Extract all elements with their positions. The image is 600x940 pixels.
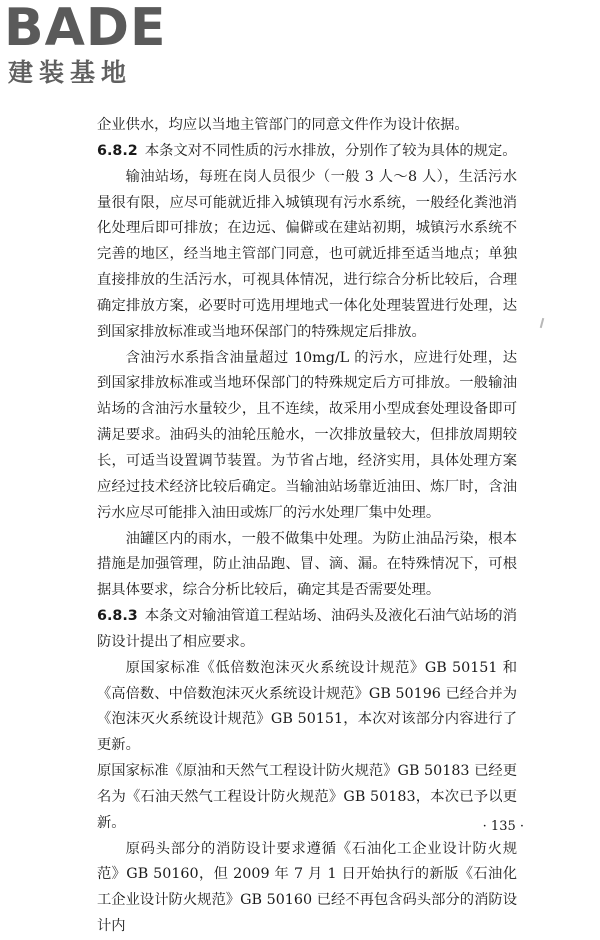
paragraph-text: 企业供水，均应以当地主管部门的同意文件作为设计依据。 <box>97 117 469 133</box>
paragraph-text: 原国家标准《原油和天然气工程设计防火规范》GB 50183 已经更名为《石油天然气工程设计防火规范》GB 50183，本次已予以更新。 <box>97 763 517 831</box>
paragraph <box>97 346 517 527</box>
clause-6-8-2 <box>97 139 517 165</box>
clause-text: 本条文对不同性质的污水排放，分别作了较为具体的规定。 <box>144 142 517 159</box>
logo-subtitle: 建装基地 <box>8 58 133 87</box>
logo <box>4 2 184 94</box>
clause-number: 6.8.3 <box>97 608 138 625</box>
paragraph-text: 原码头部分的消防设计要求遵循《石油化工企业设计防火规范》GB 50160，但 2009 年 7 月 1 日开始执行的新版《石油化工企业设计防火规范》GB 50160 已经不再包含码头部分的消防设计内 <box>97 840 517 935</box>
paragraph-text: 含油污水系指含油量超过 10mg/L 的污水，应进行处理，达到国家排放标准或当地环保部门的特殊规定后方可排放。一般输油站场的含油污水量较少，且不连续，故采用小型成套处理设备即可满足要求。油码头的油轮压舱水，一次排放量较大，但排放周期较长，可适当设置调节装置。为节省占地，经济实用，具体处理方案应经过技术经济比较后确定。当输油站场靠近油田、炼厂时，含油污水应尽可能排入油田或炼厂的污水处理厂集中处理。 <box>97 349 517 521</box>
scan-speck <box>540 318 545 328</box>
document-body <box>97 113 517 940</box>
paragraph-text: 原国家标准《低倍数泡沫灭火系统设计规范》GB 50151 和《高倍数、中倍数泡沫灭火系统设计规范》GB 50196 已经合并为《泡沫灭火系统设计规范》GB 50151，本次对该部分内容进行了更新。 <box>97 659 517 754</box>
paragraph-text: 输油站场，每班在岗人员很少（一般 3 人～8 人），生活污水量很有限，应尽可能就近排入城镇现有污水系统，一般经化粪池消化处理后即可排放；在边远、偏僻或在建站初期，城镇污水系统不完善的地区，经当地主管部门同意，也可就近排至适当地点；单独直接排放的生活污水，可视具体情况，进行综合分析比较后，合理确定排放方案，必要时可选用埋地式一体化处理装置进行处理，达到国家排放标准或当地环保部门的特殊规定后排放。 <box>97 168 517 340</box>
paragraph <box>97 527 517 605</box>
clause-6-8-3 <box>97 604 517 656</box>
paragraph-text: 油罐区内的雨水，一般不做集中处理。为防止油品污染，根本措施是加强管理，防止油品跑、冒、滴、漏。在特殊情况下，可根据具体要求，综合分析比较后，确定其是否需要处理。 <box>97 530 517 599</box>
page-number: · 135 · <box>482 819 524 834</box>
paragraph <box>97 165 517 346</box>
clause-number: 6.8.2 <box>97 142 138 159</box>
logo-brand: BADE <box>4 0 167 58</box>
paragraph-continuation <box>97 113 517 139</box>
paragraph <box>97 837 517 940</box>
paragraph <box>97 656 517 759</box>
clause-text: 本条文对输油管道工程站场、油码头及液化石油气站场的消防设计提出了相应要求。 <box>97 608 517 650</box>
